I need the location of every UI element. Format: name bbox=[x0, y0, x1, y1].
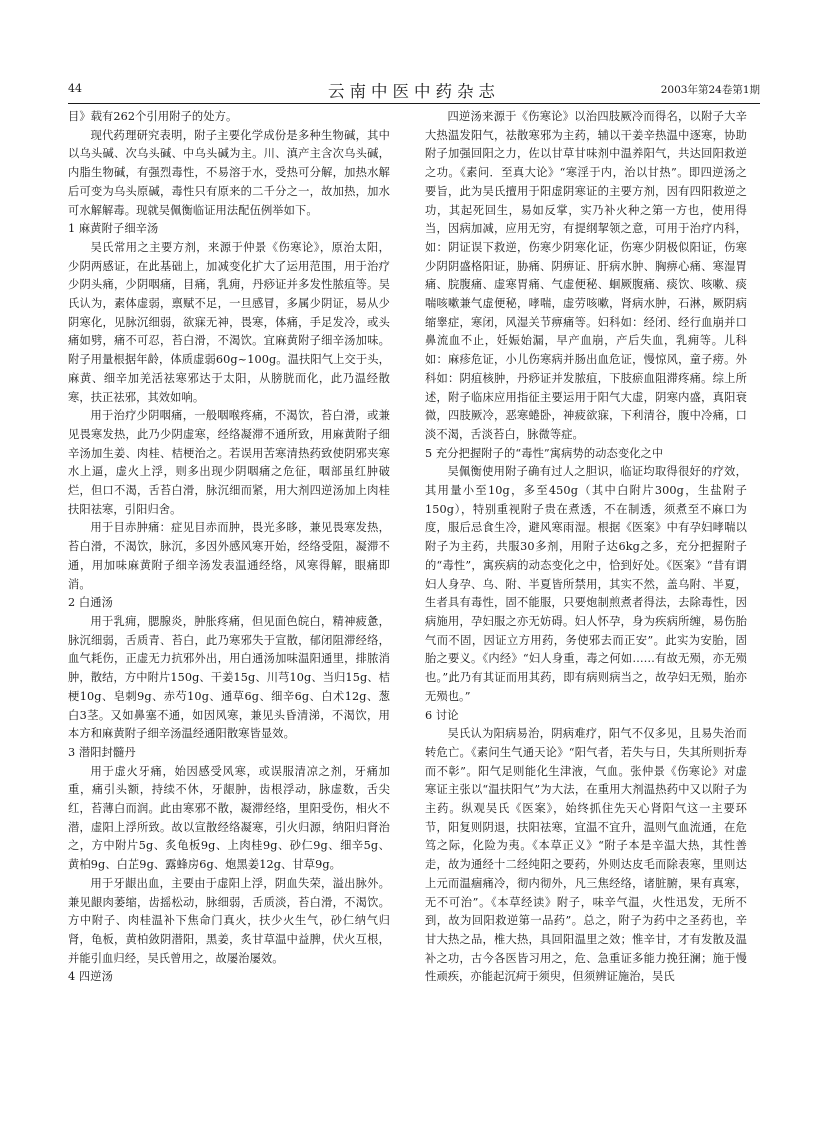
section-3-heading: 3 潜阳封髓丹 bbox=[68, 745, 136, 759]
journal-title: 云南中医中药杂志 bbox=[328, 82, 500, 101]
pharmacology-paragraph: 现代药理研究表明，附子主要化学成份是多种生物碱，其中以乌头碱、次乌头碱、中乌头碱为主。川、滇产主含次乌头碱，内脂生物碱，有强烈毒性，不易溶于水，受热可分解，加热水解后可变为乌头原碱，毒性只有原来的二千分之一，故加热，加水可水解解毒。现就吴佩衡临证用法配伍例举如下。 bbox=[68, 128, 390, 217]
section-3-paragraph-1: 用于虚火牙痛，始因感受风寒，或误服清凉之剂，牙痛加重，痛引头额，持续不休，牙龈肿，齿根浮动，脉虚数，舌尖红，苔薄白而润。此由寒邪不散，凝滞经络，里阳受伤，相火不潜，虚阳上浮所致。故以宣散经络凝寒，引火归源，纳阳归肾治之，方中附片5g、炙龟板9g、上肉桂9g、砂仁9g、细辛5g、黄柏9g、白芷9g、露蜂房6g、炮黑姜12g、甘草9g。 bbox=[68, 764, 390, 872]
section-5-paragraph-1: 吴佩衡使用附子确有过人之胆识，临证均取得很好的疗效，其用量小至10g，多至450g（其中白附片300g，生盐附子150g），特别重视附子贵在煮透，不在制透，须煮至不麻口为度，服后忌食生冷，避风寒雨湿。根据《医案》中有孕妇哮喘以附子为主药，共服30多剂，用附子达6kg之多，充分把握附子的“毒性”，寓疾病的动态变化之中，恰到好处。《医案》“昔有谓妇人身孕、乌、附、半夏皆所禁用，其实不然，盖乌附、半夏，生者具有毒性，固不能服，只要炮制煎煮者得法，去除毒性，因病施用，孕妇服之亦无妨碍。妇人怀孕，身为疾病所缠，易伤胎气而不固，因证立方用药，务使邪去而正安”。此实为安胎，固胎之要义。《内经》“妇人身重，毒之何如……有故无殒，亦无殒也。”此乃有其证而用其药，即有病则病当之，故孕妇无殒，胎亦无殒也。” bbox=[425, 465, 747, 703]
section-1-paragraph-3: 用于目赤肿痛：症见目赤而肿，畏光多眵，兼见畏寒发热，苔白滑，不渴饮，脉沉，多因外感风寒开始，经络受阻，凝滞不通，用加味麻黄附子细辛汤发表温通经络，风寒得解，眼痛即消。 bbox=[68, 521, 390, 591]
continued-paragraph: 目》载有262个引用附子的处方。 bbox=[68, 110, 238, 123]
header-rule bbox=[68, 103, 760, 104]
page-number: 44 bbox=[68, 82, 82, 95]
right-column bbox=[425, 108, 747, 987]
section-1-paragraph-1: 吴氏常用之主要方剂，来源于仲景《伤寒论》，原治太阳，少阴两感证，在此基础上，加减变化扩大了运用范围，用于治疗少阴头痛，少阴咽痛，目痛，乳痈，丹痧证并多发性脓疽等。吴氏认为，素体虚弱，禀赋不足，一旦感冒，多属少阴证，易从少阴寒化，见脉沉细弱，欲寐无神，畏寒，体痛，手足发冷，或头痛如劈，痛不可忍，苔白滑，不渴饮。宜麻黄附子细辛汤加味。附子用量根据年龄，体质虚弱60g~100g。温扶阳气上交于头，麻黄、细辛加羌活祛寒邪达于太阳，从膀胱而化，此乃温经散寒，扶正祛邪，其效如响。 bbox=[68, 240, 390, 404]
section-4-paragraph-1: 四逆汤来源于《伤寒论》以治四肢厥冷而得名，以附子大辛大热温发阳气，祛散寒邪为主药，辅以干姜辛热温中逐寒，协助附子加强回阳之力，佐以甘草甘味剂中温养阳气，共达回阳救逆之功。《素问．至真大论》“寒淫于内，治以甘热”。即四逆汤之要旨，此为吴氏擅用于阳虚阴寒证的主要方剂，因有四阳救逆之功，其起死回生，易如反掌，实乃补火种之第一方也，使用得当，因病加减，应用无穷，有提纲挈领之意，可用于治疗内科，如：阴证误下救逆，伤寒少阴寒化证，伤寒少阴极似阳证，伤寒少阴阴盛格阳证，胁痛、阴痹证、肝病水肿、胸痹心痛、寒湿胃痛、脘腹痛、虚寒胃痛、气虚便秘、蛔厥腹痛、痰饮、咳嗽、痰喘咳嗽兼气虚便秘，哮喘，虚劳咳嗽，肾病水肿，石淋，厥阴病缩睾症，寒闭，风湿关节痹痛等。妇科如：经闭、经行血崩并口鼻流血不止，妊娠始漏，早产血崩，产后失血，乳痈等。儿科如：麻疹危证，小儿伤寒病并肠出血危证，慢惊风，童子痨。外科如：阴疽核肿，丹痧证并发脓疽，下肢瘀血阻滞疼痛。综上所述，附子临床应用指征主要运用于阳气大虚，阴寒内盛，真阳衰微，四肢厥冷，恶寒蜷卧，神疲欲寐，下利清谷，腹中冷痛，口淡不渴，舌淡苔白，脉微等症。 bbox=[425, 110, 747, 441]
running-header bbox=[68, 78, 760, 102]
section-1-paragraph-2: 用于治疗少阴咽痛，一般咽喉疼痛，不渴饮，苔白滑，或兼见畏寒发热，此乃少阴虚寒，经络凝滞不通所致，用麻黄附子细辛汤加生姜、肉桂、桔梗治之。若误用苦寒清热药致使阴邪夹寒水上逼，虚火上浮，则多出现少阴咽痛之危征，咽部虽红肿破烂，但口不渴，舌苔白滑，脉沉细而紧，用大剂四逆汤加上肉桂扶阳祛寒，引阳归舍。 bbox=[68, 409, 390, 516]
section-2-paragraph-1: 用于乳痈，腮腺炎，肿胀疼痛，但见面色皖白，精神疲惫，脉沉细弱，舌质青、苔白，此乃寒邪失于宣散，郁闭阻滞经络，血气耗伤，正虚无力抗邪外出，用白通汤加味温阳通里，排脓消肿，散结，方中附片150g、干姜15g、川芎10g、当归15g、桔梗10g、皂刺9g、赤芍10g、通草6g、细辛6g、白术12g、葱白3茎。又如鼻塞不通，如因风寒，兼见头昏清涕，不渴饮，用本方和麻黄附子细辛汤温经通阳散寒皆显效。 bbox=[68, 614, 390, 741]
left-column bbox=[68, 108, 390, 987]
issue-info: 2003年第24卷第1期 bbox=[660, 84, 760, 96]
section-6-heading: 6 讨论 bbox=[425, 708, 459, 722]
section-1-heading: 1 麻黄附子细辛汤 bbox=[68, 222, 159, 236]
section-6-paragraph-1: 吴氏认为阳病易治，阴病难疗，阳气不仅多见，且易失治而转危亡。《素问生气通天论》“阳气者，若失与日，失其所则折寿而不彰”。阳气足则能化生津液，气血。张仲景《伤寒论》对虚寒证主张以“温扶阳气”为大法，在重用大剂温热药中又以附子为主药。纵观吴氏《医案》，始终抓住先天心肾阳气这一主要环节，阳复则阴退，扶阳祛寒，宜温不宜升，温则气血流通，在危笃之际，化险为夷。《本草正义》“附子本是辛温大热，其性善走，故为通经十二经纯阳之要药，外则达皮毛而除表寒，里则达上元而温痼痛冷，彻内彻外，凡三焦经络，诸脏腑，果有真寒，无不可治”。《本草经读》附子，味辛气温，火性迅发，无所不到，故为回阳救逆第一品药”。总之，附子为药中之圣药也，辛甘大热之品，椎大热，具回阳温里之效；惟辛甘，才有发散及温补之功，古今各医皆习用之，危、急重证多能力挽狂澜；施于慢性顽疾，亦能起沉疴于须臾，但须辨证施治，吴氏 bbox=[425, 727, 747, 984]
section-2-heading: 2 白通汤 bbox=[68, 596, 113, 610]
section-3-paragraph-2: 用于牙龈出血，主要由于虚阳上浮，阴血失荣，溢出脉外。兼见龈肉萎缩，齿摇松动，脉细弱，舌质淡，苔白滑，不渴饮。方中附子、肉桂温补下焦命门真火，扶少火生气，砂仁纳气归肾，龟板，黄柏敛阴潜阳，黑姜，炙甘草温中益脾，伏火互根，并能引血归经，吴氏曾用之，故屡治屡效。 bbox=[68, 876, 390, 965]
section-4-heading: 4 四逆汤 bbox=[68, 970, 113, 984]
section-5-heading: 5 充分把握附子的“毒性”寓病势的动态变化之中 bbox=[425, 446, 664, 460]
